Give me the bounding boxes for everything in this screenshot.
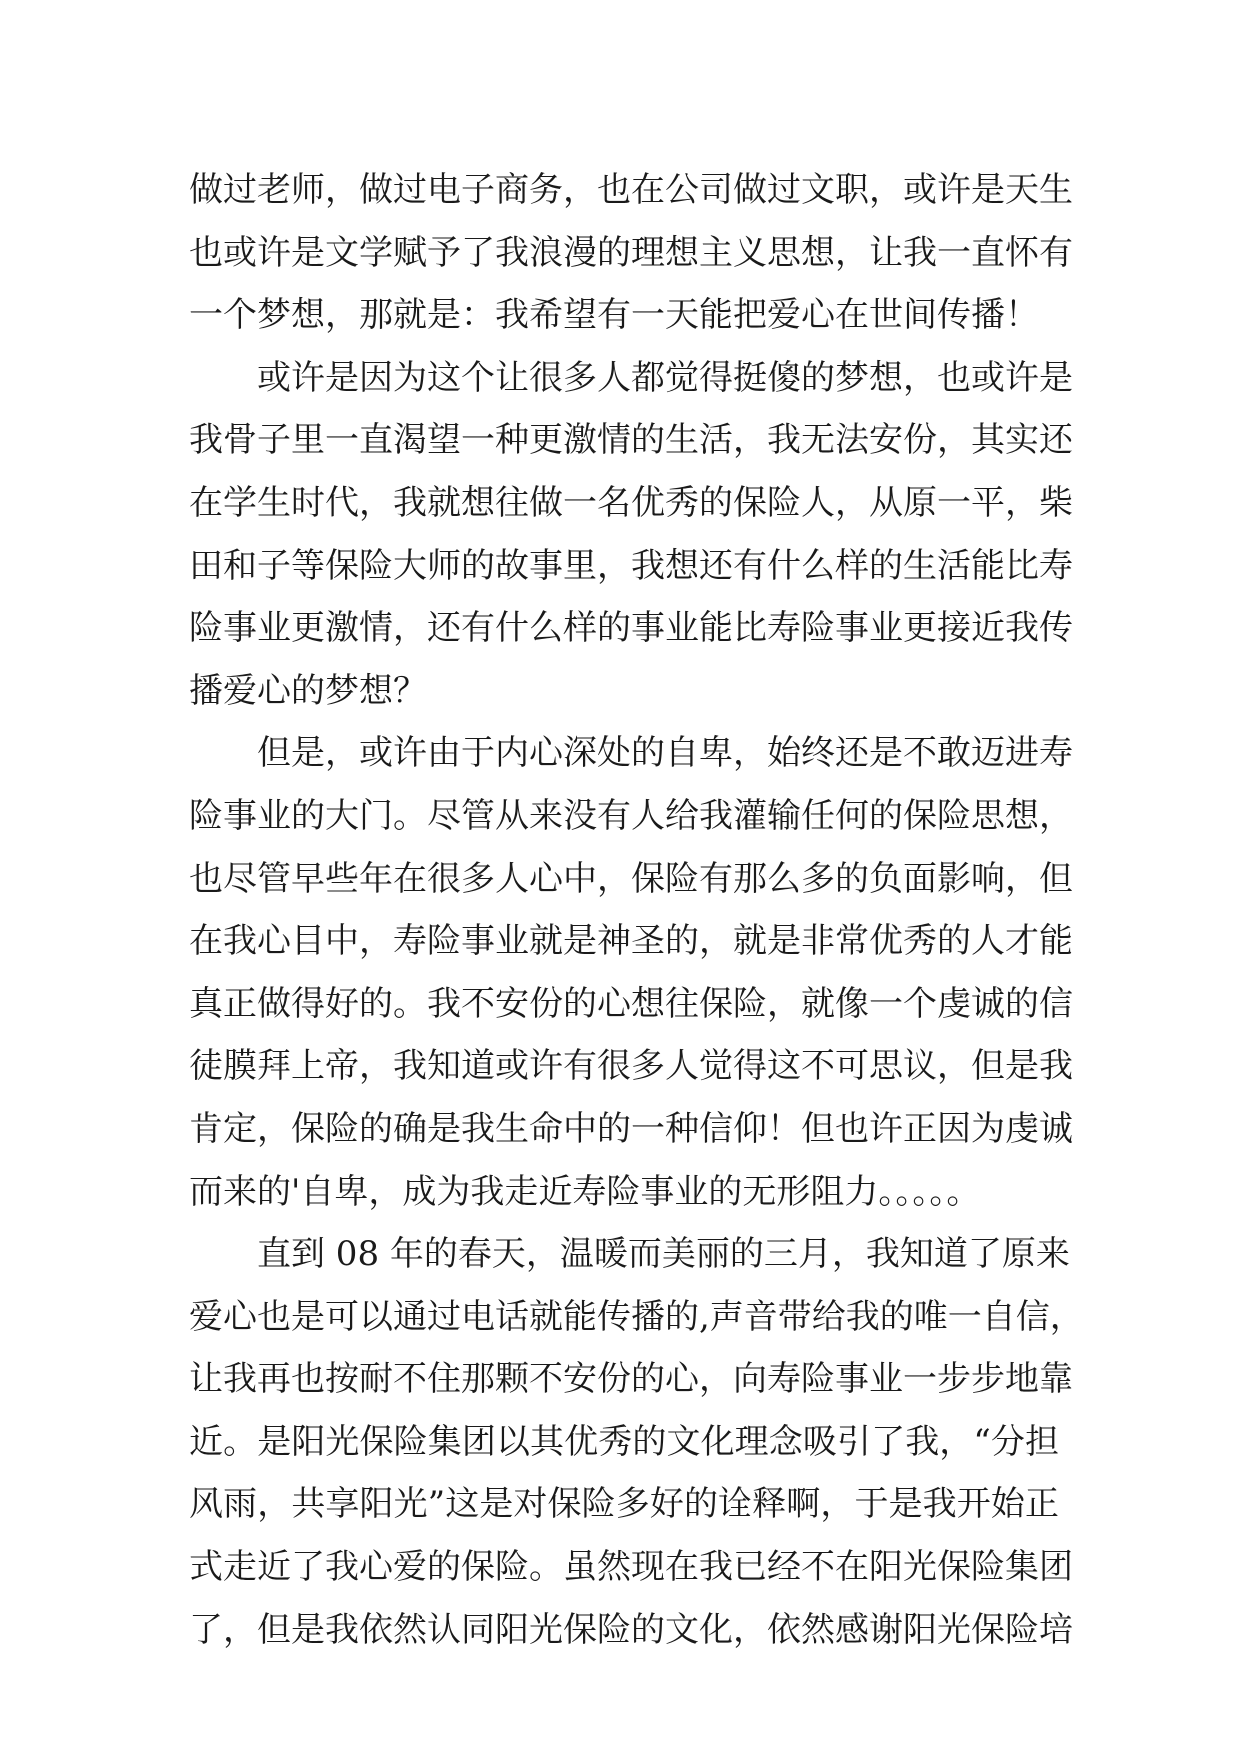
text-line: 做过老师，做过电子商务，也在公司做过文职，或许是天生 — [189, 170, 1073, 210]
text-line: 真正做得好的。我不安份的心想往保险，就像一个虔诚的信 — [189, 983, 1073, 1024]
text-line: 在我心目中，寿险事业就是神圣的，就是非常优秀的人才能 — [189, 921, 1073, 962]
body-text — [189, 159, 1084, 1661]
text-line: 也尽管早些年在很多人心中，保险有那么多的负面影响，但 — [189, 858, 1073, 899]
text-line: 了，但是我依然认同阳光保险的文化，依然感谢阳光保险培 — [189, 1609, 1073, 1650]
text-line: 在学生时代，我就想往做一名优秀的保险人，从原一平，柴 — [189, 482, 1073, 523]
text-line: 一个梦想，那就是：我希望有一天能把爱心在世间传播！ — [189, 295, 1039, 336]
text-line: 爱心也是可以通过电话就能传播的,声音带给我的唯一自信， — [189, 1296, 1084, 1337]
paragraph-first-line: 直到 08 年的春天，温暖而美丽的三月，我知道了原来 — [257, 1234, 1070, 1275]
text-line: 也或许是文学赋予了我浪漫的理想主义思想，让我一直怀有 — [189, 232, 1073, 273]
text-line: 播爱心的梦想？ — [189, 670, 427, 711]
paragraph-first-line: 或许是因为这个让很多人都觉得挺傻的梦想，也或许是 — [257, 357, 1073, 398]
text-line: 式走近了我心爱的保险。虽然现在我已经不在阳光保险集团 — [189, 1547, 1073, 1588]
text-line: 险事业的大门。尽管从来没有人给我灌输任何的保险思想， — [189, 795, 1073, 836]
text-line: 风雨，共享阳光”这是对保险多好的诠释啊，于是我开始正 — [189, 1484, 1059, 1525]
text-line: 而来的'自卑，成为我走近寿险事业的无形阻力。。。。。 — [189, 1171, 981, 1212]
text-line: 肯定，保险的确是我生命中的一种信仰！但也许正因为虔诚 — [189, 1108, 1073, 1149]
paragraph-first-line: 但是，或许由于内心深处的自卑，始终还是不敢迈进寿 — [257, 733, 1073, 774]
text-line: 近。是阳光保险集团以其优秀的文化理念吸引了我，“分担 — [189, 1421, 1059, 1462]
text-line: 我骨子里一直渴望一种更激情的生活，我无法安份，其实还 — [189, 420, 1073, 461]
text-line: 田和子等保险大师的故事里，我想还有什么样的生活能比寿 — [189, 545, 1073, 586]
text-line: 险事业更激情，还有什么样的事业能比寿险事业更接近我传 — [189, 608, 1073, 649]
text-line: 让我再也按耐不住那颗不安份的心，向寿险事业一步步地靠 — [189, 1359, 1073, 1400]
text-line: 徒膜拜上帝，我知道或许有很多人觉得这不可思议，但是我 — [189, 1046, 1073, 1087]
